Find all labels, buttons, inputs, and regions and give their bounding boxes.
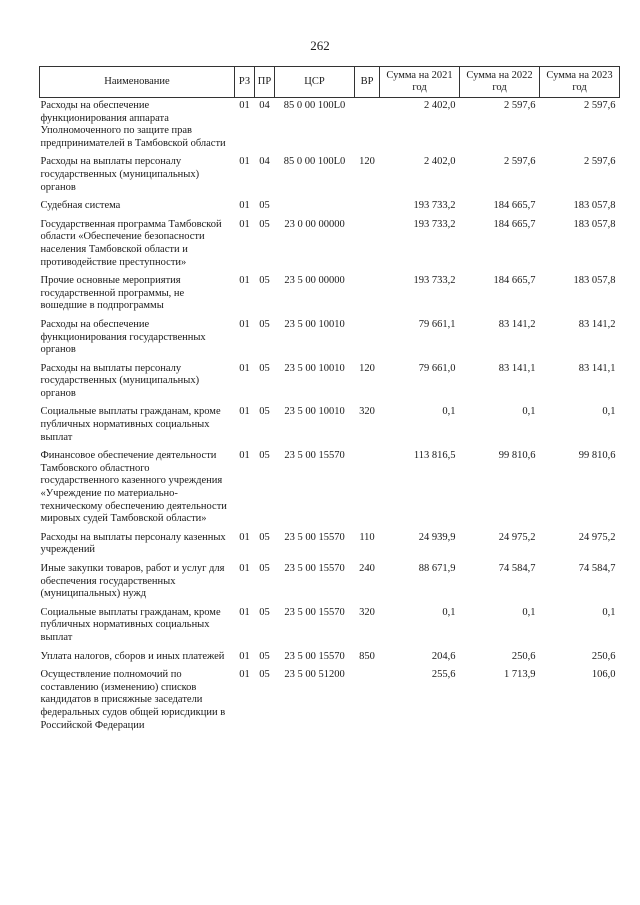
table-row (40, 98, 620, 155)
table-header-row (40, 67, 620, 98)
row-pr: 05 (259, 218, 270, 230)
row-sum-2023: 2 597,6 (584, 100, 616, 111)
row-pr: 05 (259, 669, 270, 681)
row-sum-2022: 83 141,2 (498, 318, 536, 330)
row-sum-2022: 184 665,7 (493, 275, 536, 287)
row-csr: 23 5 00 10010 (284, 362, 345, 374)
row-sum-2023: 83 141,2 (578, 318, 616, 330)
row-sum-2023: 250,6 (591, 650, 616, 662)
row-rz: 01 (239, 318, 250, 330)
row-csr: 23 5 00 00000 (284, 275, 345, 287)
table-row (40, 154, 620, 198)
row-csr: 23 5 00 10010 (284, 406, 345, 418)
row-sum-2021: 24 939,9 (418, 531, 456, 543)
row-rz: 01 (239, 200, 250, 212)
row-name: Расходы на обеспечение функционирования государственных органов (40, 318, 206, 356)
row-sum-2023: 24 975,2 (578, 531, 616, 543)
budget-table (39, 66, 620, 736)
table-row (40, 317, 620, 361)
row-vr: 120 (359, 156, 375, 168)
row-vr: 850 (359, 650, 375, 662)
row-name: Прочие основные мероприятия государственной программы, не вошедшие в подпрограммы (40, 275, 185, 312)
table-row (40, 605, 620, 649)
row-sum-2022: 99 810,6 (498, 450, 536, 462)
row-pr: 04 (259, 100, 270, 111)
row-name: Расходы на выплаты персоналу казенных учреждений (40, 531, 226, 556)
row-pr: 05 (259, 200, 270, 212)
row-sum-2022: 250,6 (511, 650, 536, 662)
table-row (40, 404, 620, 448)
row-vr: 320 (359, 606, 375, 618)
row-csr: 23 0 00 00000 (284, 218, 345, 230)
row-sum-2023: 183 057,8 (573, 218, 616, 230)
row-sum-2022: 184 665,7 (493, 200, 536, 212)
row-pr: 05 (259, 531, 270, 543)
row-vr (355, 217, 380, 273)
row-name: Иные закупки товаров, работ и услуг для обеспечения государственных (муниципальных) нужд (40, 563, 225, 600)
row-rz: 01 (239, 669, 250, 681)
row-sum-2021: 0,1 (442, 606, 456, 618)
row-csr: 23 5 00 51200 (284, 669, 345, 681)
row-csr: 23 5 00 15570 (284, 531, 345, 543)
header-pr: ПР (255, 67, 275, 98)
row-vr (355, 667, 380, 736)
row-pr: 05 (259, 406, 270, 418)
row-sum-2021: 255,6 (431, 669, 456, 681)
row-vr (355, 317, 380, 361)
row-sum-2021: 204,6 (431, 650, 456, 662)
row-rz: 01 (239, 406, 250, 418)
row-vr (355, 273, 380, 317)
table-row (40, 649, 620, 668)
row-pr: 05 (259, 650, 270, 662)
row-vr: 120 (359, 362, 375, 374)
row-sum-2021: 193 733,2 (413, 218, 456, 230)
row-name: Осуществление полномочий по составлению (изменению) списков кандидатов в присяжные заседатели федеральных судов общей юрисдикции в Российской Федерации (40, 669, 226, 731)
row-sum-2022: 0,1 (522, 606, 536, 618)
row-sum-2021: 2 402,0 (424, 100, 456, 111)
row-pr: 05 (259, 450, 270, 462)
row-csr: 23 5 00 15570 (284, 606, 345, 618)
table-row (40, 667, 620, 736)
row-sum-2021: 88 671,9 (418, 563, 456, 574)
row-rz: 01 (239, 563, 250, 574)
row-rz: 01 (239, 100, 250, 111)
row-vr: 240 (359, 563, 375, 574)
row-sum-2021: 113 816,5 (413, 450, 456, 462)
row-csr: 85 0 00 100L0 (283, 100, 346, 111)
row-sum-2022: 1 713,9 (504, 669, 536, 681)
row-vr (355, 198, 380, 217)
row-sum-2021: 2 402,0 (424, 156, 456, 168)
table-row (40, 448, 620, 530)
header-vr: ВР (355, 67, 380, 98)
header-sum-2023: Сумма на 2023 год (540, 67, 620, 98)
row-pr: 05 (259, 362, 270, 374)
row-sum-2022: 2 597,6 (504, 100, 536, 111)
row-sum-2021: 79 661,1 (418, 318, 456, 330)
row-sum-2023: 99 810,6 (578, 450, 616, 462)
table-row (40, 361, 620, 405)
row-csr: 23 5 00 15570 (284, 650, 345, 662)
row-sum-2023: 0,1 (602, 406, 616, 418)
page-number: 262 (310, 38, 330, 53)
table-row (40, 273, 620, 317)
row-sum-2021: 193 733,2 (413, 275, 456, 287)
row-rz: 01 (239, 650, 250, 662)
row-sum-2023: 74 584,7 (578, 563, 616, 574)
row-sum-2021: 193 733,2 (413, 200, 456, 212)
row-pr: 05 (259, 563, 270, 574)
row-name: Финансовое обеспечение деятельности Тамбовского областного государственного казенного учреждения «Учреждение по материально-техническому обеспечению деятельности мировых судей Тамбовской области» (40, 450, 227, 525)
row-sum-2022: 2 597,6 (504, 156, 536, 168)
row-sum-2022: 24 975,2 (498, 531, 536, 543)
row-csr: 85 0 00 100L0 (283, 156, 346, 168)
row-name: Социальные выплаты гражданам, кроме публичных нормативных социальных выплат (40, 606, 221, 643)
row-sum-2021: 0,1 (442, 406, 456, 418)
header-name: Наименование (40, 67, 235, 98)
row-rz: 01 (239, 362, 250, 374)
table-row (40, 561, 620, 605)
row-name: Государственная программа Тамбовской области «Обеспечение безопасности населения Тамбовской области и противодействие преступности» (40, 218, 222, 268)
table-row (40, 530, 620, 561)
row-pr: 04 (259, 156, 270, 168)
row-sum-2022: 74 584,7 (498, 563, 536, 574)
row-name: Расходы на выплаты персоналу государственных (муниципальных) органов (40, 156, 200, 193)
row-name: Уплата налогов, сборов и иных платежей (40, 650, 225, 662)
row-sum-2023: 183 057,8 (573, 200, 616, 212)
row-rz: 01 (239, 156, 250, 168)
row-sum-2023: 83 141,1 (578, 362, 616, 374)
row-sum-2023: 2 597,6 (584, 156, 616, 168)
row-csr (275, 198, 355, 217)
row-vr: 320 (359, 406, 375, 418)
row-sum-2023: 0,1 (602, 606, 616, 618)
row-csr: 23 5 00 15570 (284, 563, 345, 574)
row-name: Расходы на выплаты персоналу государственных (муниципальных) органов (40, 362, 200, 399)
table-row (40, 198, 620, 217)
row-pr: 05 (259, 318, 270, 330)
row-csr: 23 5 00 15570 (284, 450, 345, 462)
row-rz: 01 (239, 275, 250, 287)
header-rz: РЗ (235, 67, 255, 98)
row-vr (355, 98, 380, 155)
row-sum-2022: 184 665,7 (493, 218, 536, 230)
header-sum-2021: Сумма на 2021 год (380, 67, 460, 98)
row-csr: 23 5 00 10010 (284, 318, 345, 330)
table-row (40, 217, 620, 273)
row-sum-2022: 83 141,1 (498, 362, 536, 374)
header-csr: ЦСР (275, 67, 355, 98)
row-pr: 05 (259, 606, 270, 618)
row-vr (355, 448, 380, 530)
row-name: Социальные выплаты гражданам, кроме публичных нормативных социальных выплат (40, 406, 221, 443)
row-rz: 01 (239, 450, 250, 462)
row-rz: 01 (239, 531, 250, 543)
row-sum-2023: 106,0 (591, 669, 616, 681)
row-vr: 110 (359, 531, 375, 543)
row-rz: 01 (239, 606, 250, 618)
row-name: Расходы на обеспечение функционирования аппарата Уполномоченного по защите прав предпринимателей в Тамбовской области (40, 100, 226, 149)
row-name: Судебная система (40, 200, 121, 212)
row-pr: 05 (259, 275, 270, 287)
header-sum-2022: Сумма на 2022 год (460, 67, 540, 98)
row-rz: 01 (239, 218, 250, 230)
row-sum-2021: 79 661,0 (418, 362, 456, 374)
row-sum-2023: 183 057,8 (573, 275, 616, 287)
row-sum-2022: 0,1 (522, 406, 536, 418)
